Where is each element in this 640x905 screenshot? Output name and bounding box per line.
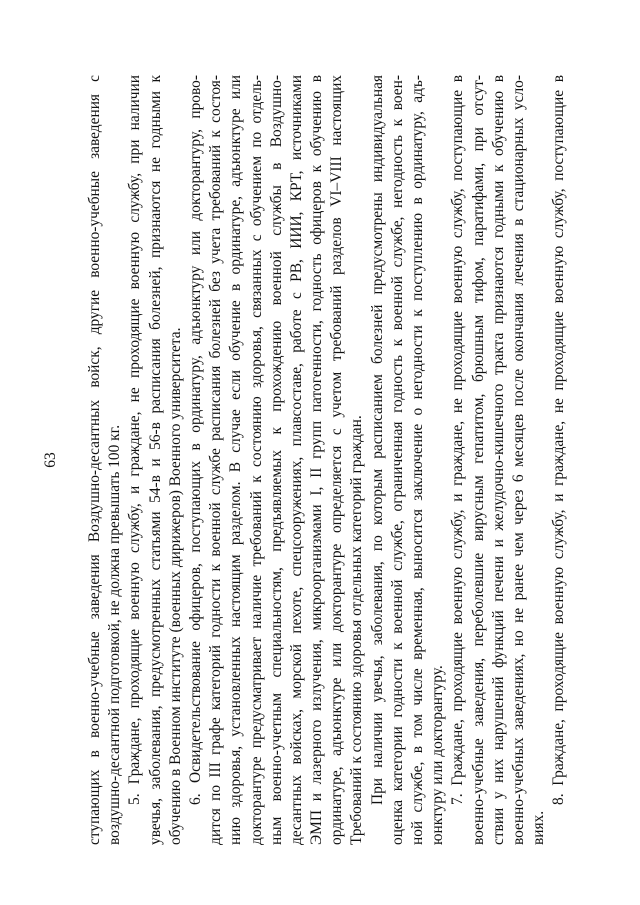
text-line: При наличии увечья, заболевания, по которым расписанием болезней предусмотрены индивидуальная xyxy=(368,75,386,805)
text-line: воздушно-десантной подготовкой, не должна превышать 100 кг. xyxy=(106,424,124,845)
text-line: дится по III графе категорий годности к военной службе расписания болезней без учета требований к состоя- xyxy=(207,75,225,845)
text-line: ным военно-учетным специальностям, предъявляемых к прохождению военной службы в Воздушно- xyxy=(267,75,285,845)
document-body xyxy=(85,75,570,845)
text-line: 7. Граждане, проходящие военную службу, и граждане, не проходящие военную службу, поступающие в xyxy=(449,75,467,805)
text-line: виях. xyxy=(530,810,548,845)
text-line: ординатуре, адъюнктуре или докторантуре определяется с учетом требований разделов VI–VIII настоящих xyxy=(328,75,346,845)
text-line: нию здоровья, установленных настоящим разделом. В случае если обучение в ординатуре, адъюнктуре или xyxy=(227,75,245,845)
text-line: 8. Граждане, проходящие военную службу, и граждане, не проходящие военную службу, поступающие в xyxy=(550,75,568,805)
text-line: юнктуру или докторантуру. xyxy=(429,665,447,845)
text-line: ной службе, в том числе временная, выносится заключение о негодности к поступлению в ординатуру, адъ- xyxy=(409,75,426,845)
text-line: ступающих в военно-учебные заведения Воздушно-десантных войск, другие военно-учебные заведения с xyxy=(86,75,103,845)
text-line: обучению в Военном институте (военных дирижеров) Военного университета. xyxy=(166,327,184,845)
text-line: ствии у них нарушений функций печени и желудочно-кишечного тракта признаются годными к обучению в xyxy=(489,75,507,845)
text-line: 5. Граждане, проходящие военную службу, и граждане, не проходящие военную службу, при наличии xyxy=(126,75,144,805)
text-line: докторантуре предусматривает наличие требований к состоянию здоровья, связанных с обучением по отдель- xyxy=(247,75,265,845)
rotated-text-block xyxy=(42,75,605,845)
text-line: десантных войсках, морской пехоте, спецсооружениях, плавсоставе, работе с РВ, ИИИ, КРТ, источниками xyxy=(287,75,305,845)
text-line: Требований к состоянию здоровья отдельных категорий граждан. xyxy=(348,415,366,845)
text-line: ЭМП и лазерного излучения, микроорганизмами I, II групп патогенности, годность офицеров к обучению в xyxy=(308,75,326,845)
text-line: военно-учебные заведения, переболевшие вирусным гепатитом, брюшным тифом, паратифами, при отсут- xyxy=(469,75,487,845)
text-line: оценка категории годности к военной службе, ограниченная годность к военной службе, негодность к воен- xyxy=(388,75,406,845)
text-line: увечья, заболевания, предусмотренных статьями 54-в и 56-в расписания болезней, признаются не годными к xyxy=(146,75,164,845)
text-line: 6. Освидетельствование офицеров, поступающих в ординатуру, адъюнктуру или докторантуру, прово- xyxy=(186,75,204,805)
page-number: 63 xyxy=(42,452,59,468)
text-line: военно-учебных заведениях, но не ранее чем через 6 месяцев после окончания лечения в стационарных усло- xyxy=(509,75,527,845)
